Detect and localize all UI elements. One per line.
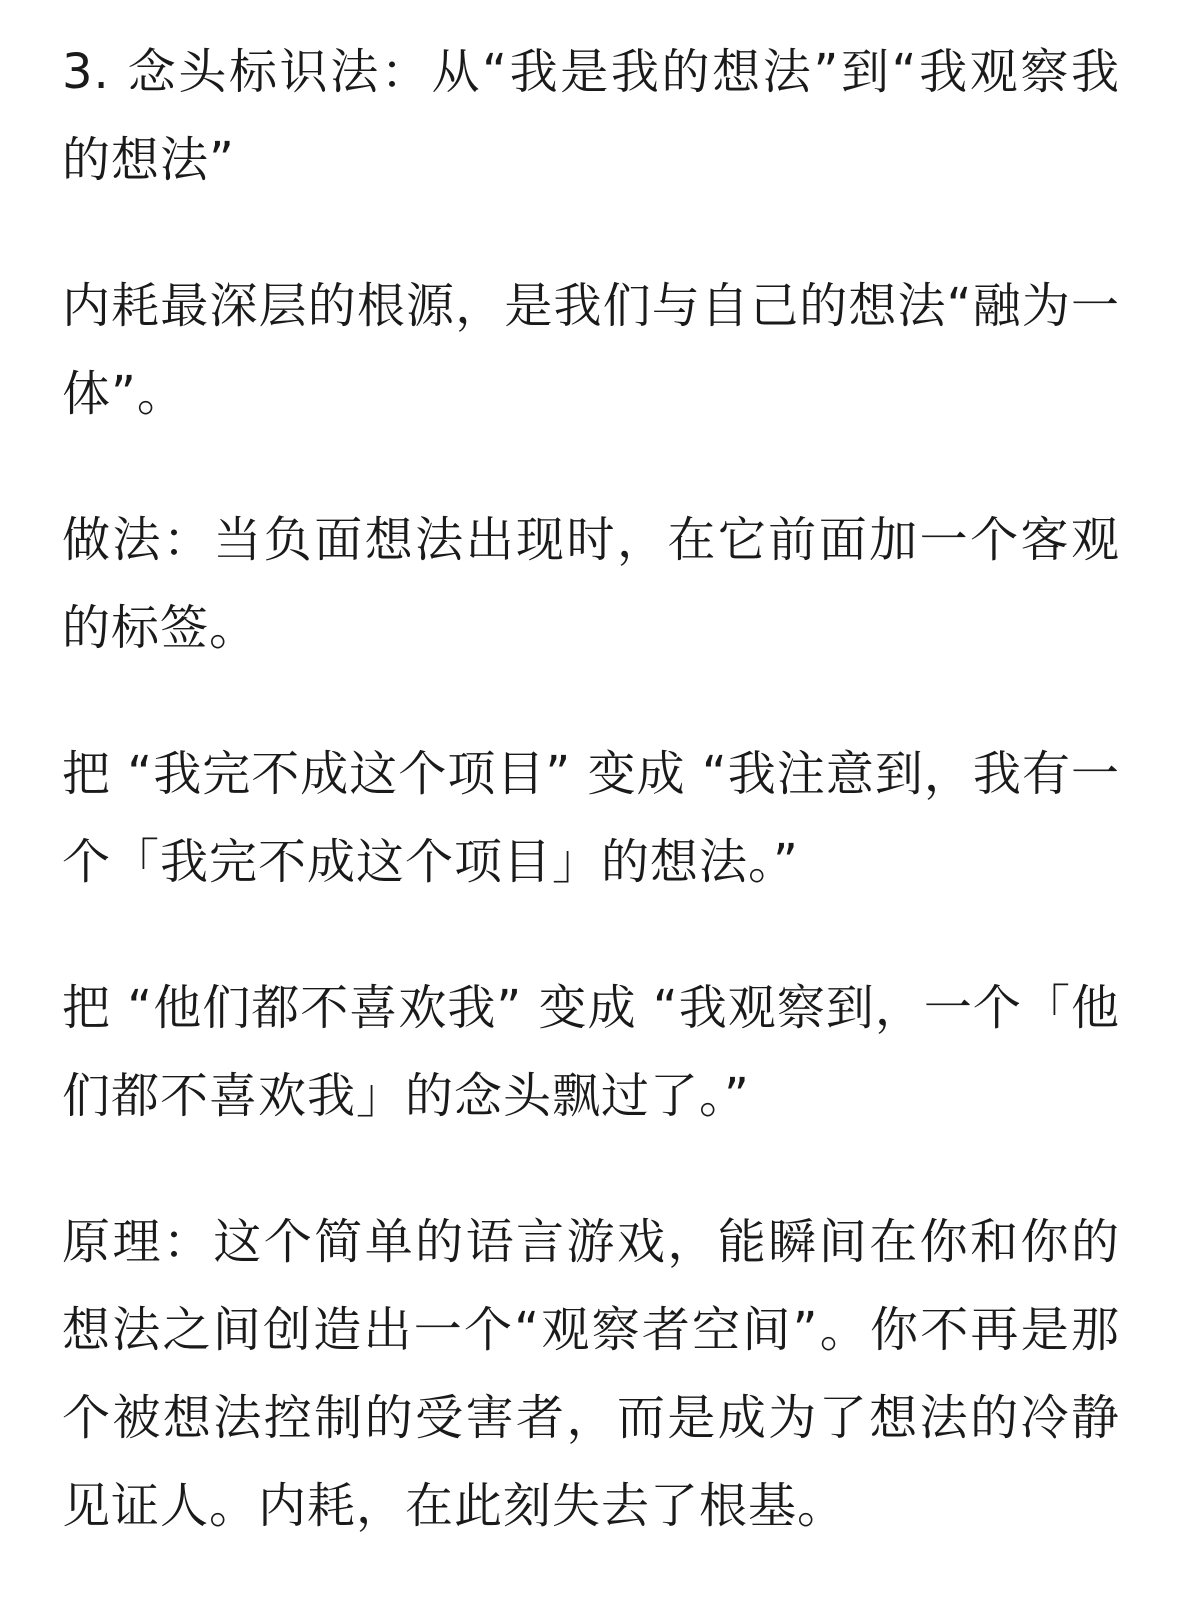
paragraph-root-cause: 内耗最深层的根源，是我们与自己的想法“融为一体”。 [62, 278, 1120, 422]
paragraph-example-2: 把 “他们都不喜欢我” 变成 “我观察到，一个「他们都不喜欢我」的念头飘过了。” [62, 980, 1120, 1124]
paragraph-method: 做法：当负面想法出现时，在它前面加一个客观的标签。 [62, 512, 1120, 656]
article-body [62, 28, 1120, 1608]
paragraph-principle: 原理：这个简单的语言游戏，能瞬间在你和你的想法之间创造出一个“观察者空间”。你不再是那个被想法控制的受害者，而是成为了想法的冷静见证人。内耗，在此刻失去了根基。 [62, 1214, 1120, 1534]
paragraph-example-1: 把 “我完不成这个项目” 变成 “我注意到，我有一个「我完不成这个项目」的想法。” [62, 746, 1120, 890]
section-heading: 3. 念头标识法：从“我是我的想法”到“我观察我的想法” [62, 44, 1120, 188]
